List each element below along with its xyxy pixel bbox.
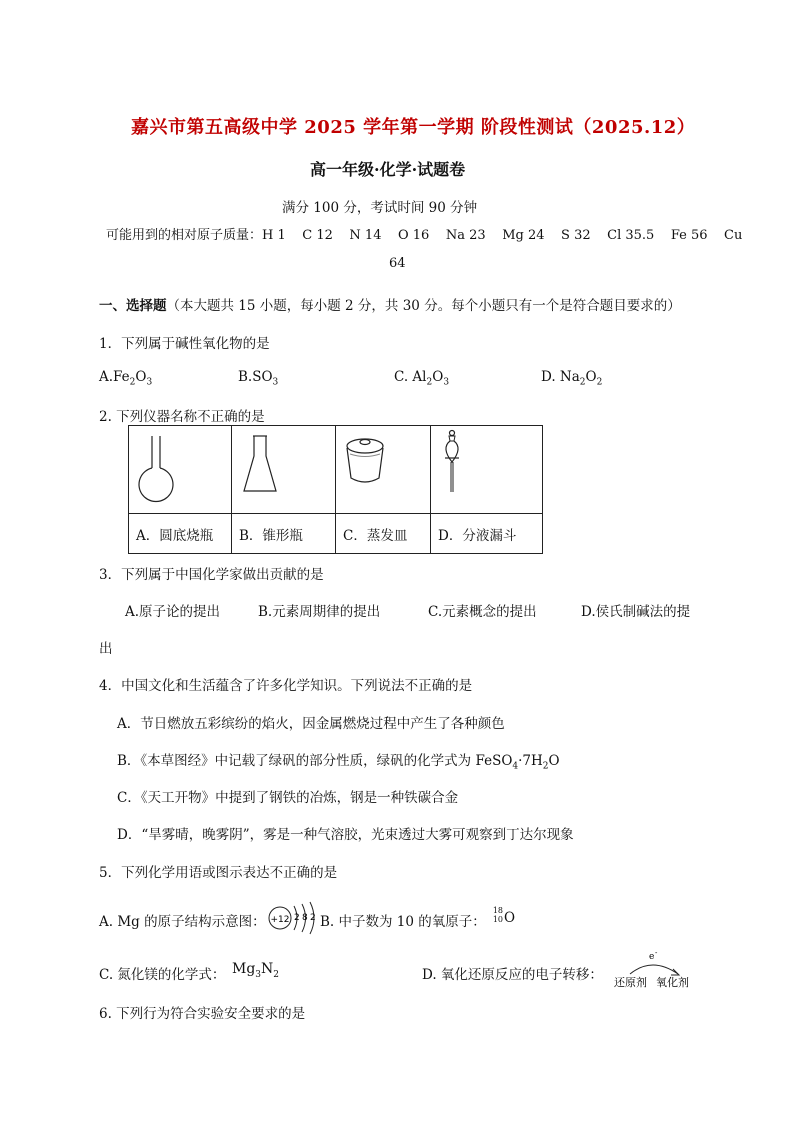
q4-b-sub1: 4 [512, 761, 519, 772]
exam-title: 嘉兴市第五高级中学 2025 学年第一学期 阶段性测试（2025.12） [131, 117, 696, 138]
q3-stem: 3．下列属于中国化学家做出贡献的是 [99, 567, 324, 583]
score-time-note: 满分 100 分，考试时间 90 分钟 [282, 200, 478, 216]
q1-a-text: A.Fe [99, 369, 130, 385]
instrument-label-b: B．锥形瓶 [232, 514, 336, 554]
q4-b-text: B．《本草图经》中记载了绿矾的部分性质，绿矾的化学式为 FeSO [117, 753, 513, 769]
formula-n-sub: 2 [273, 969, 280, 980]
mass-number: 18 [492, 906, 503, 915]
oxidant-label: 氧化剂 [656, 976, 689, 989]
transfer-arrow [630, 965, 678, 974]
q1-d-mid: O [585, 369, 597, 385]
q1-d-text: D. Na [541, 369, 580, 385]
instrument-cell-a [129, 426, 232, 514]
instrument-label-d: D．分液漏斗 [431, 514, 543, 554]
atomic-masses-line2: 64 [389, 256, 406, 271]
q3-option-c: C.元素概念的提出 [428, 604, 537, 620]
oxygen-symbol: O [504, 910, 516, 926]
evaporating-dish-icon [336, 426, 430, 509]
instrument-label-c: C．蒸发皿 [336, 514, 431, 554]
atomic-masses-line1: 可能用到的相对原子质量：H 1 C 12 N 14 O 16 Na 23 Mg 24 S 32 Cl 35.5 Fe 56 Cu [106, 228, 743, 243]
q4-option-d: D．“旱雾晴，晚雾阴”，雾是一种气溶胶，光束透过大雾可观察到丁达尔现象 [117, 827, 574, 843]
q1-c-mid: O [432, 369, 444, 385]
exam-subtitle: 高一年级·化学·试题卷 [310, 160, 466, 179]
q1-a-sub1: 2 [129, 377, 136, 388]
formula-mg: Mg [232, 961, 256, 977]
q1-option-d [541, 369, 602, 388]
q1-b-sub1: 3 [272, 377, 279, 388]
q4-option-b [117, 749, 560, 772]
conical-flask-icon [232, 426, 335, 509]
q3-option-d-continued: 出 [99, 641, 113, 657]
electron-charge: - [655, 950, 658, 957]
instrument-table [128, 425, 543, 554]
q4-stem: 4．中国文化和生活蕴含了许多化学知识。下列说法不正确的是 [99, 678, 473, 694]
reductant-label: 还原剂 [614, 976, 647, 989]
magnesium-nitride-formula [232, 961, 279, 980]
q1-option-c [394, 369, 449, 388]
q1-c-text: C. Al [394, 369, 427, 385]
section-heading-note: （本大题共 15 小题，每小题 2 分，共 30 分。每个小题只有一个是符合题目要求的） [166, 298, 681, 314]
q4-option-c: C．《天工开物》中提到了钢铁的冶炼，钢是一种铁碳合金 [117, 790, 459, 806]
electron-label: e [649, 952, 655, 962]
formula-mg-sub: 3 [255, 969, 262, 980]
q1-c-sub1: 2 [426, 377, 433, 388]
q5-stem: 5．下列化学用语或图示表达不正确的是 [99, 865, 338, 881]
atomic-number: 10 [492, 915, 503, 924]
q5-option-d: D. 氧化还原反应的电子转移： [422, 967, 603, 983]
q3-option-a: A.原子论的提出 [125, 604, 221, 620]
q4-b-post: O [548, 753, 560, 769]
mg-atomic-structure-diagram [266, 898, 326, 940]
q1-b-text: B.SO [238, 369, 273, 385]
q4-b-sub2: 2 [542, 761, 549, 772]
q3-option-d: D.侯氏制碱法的提 [581, 604, 691, 620]
instrument-cell-c [336, 426, 431, 514]
q1-d-sub1: 2 [579, 377, 586, 388]
q1-a-sub2: 3 [146, 377, 153, 388]
q1-a-mid: O [135, 369, 147, 385]
q1-stem: 1．下列属于碱性氧化物的是 [99, 336, 270, 352]
q1-option-a [99, 369, 152, 388]
instrument-cell-b [232, 426, 336, 514]
q5-option-a: A. Mg 的原子结构示意图： [99, 914, 266, 930]
q2-stem: 2. 下列仪器名称不正确的是 [99, 409, 265, 425]
instrument-cell-d [431, 426, 543, 514]
q5-option-b: B. 中子数为 10 的氧原子： [320, 914, 486, 930]
section-heading-label: 一、选择题 [99, 298, 167, 314]
electron-transfer-diagram [612, 950, 694, 990]
q1-d-sub2: 2 [596, 377, 603, 388]
q3-option-b: B.元素周期律的提出 [258, 604, 381, 620]
section-heading [99, 294, 681, 314]
nucleus-charge: +12 [270, 915, 290, 925]
q4-b-mid: ·7H [518, 753, 543, 769]
q6-stem: 6. 下列行为符合实验安全要求的是 [99, 1006, 306, 1022]
shell-electrons-2: 8 [302, 913, 308, 923]
shell-electrons-3: 2 [310, 913, 316, 923]
q4-option-a: A．节日燃放五彩缤纷的焰火，因金属燃烧过程中产生了各种颜色 [117, 716, 505, 732]
separatory-funnel-icon [431, 426, 542, 509]
round-bottom-flask-icon [129, 426, 231, 509]
instrument-label-a: A．圆底烧瓶 [129, 514, 232, 554]
formula-n: N [261, 961, 274, 977]
shell-electrons-1: 2 [294, 913, 300, 923]
q5-option-c: C. 氮化镁的化学式： [99, 967, 226, 983]
q5-b-isotope-numbers [491, 906, 503, 924]
q1-c-sub2: 3 [443, 377, 450, 388]
q1-option-b [238, 369, 278, 388]
